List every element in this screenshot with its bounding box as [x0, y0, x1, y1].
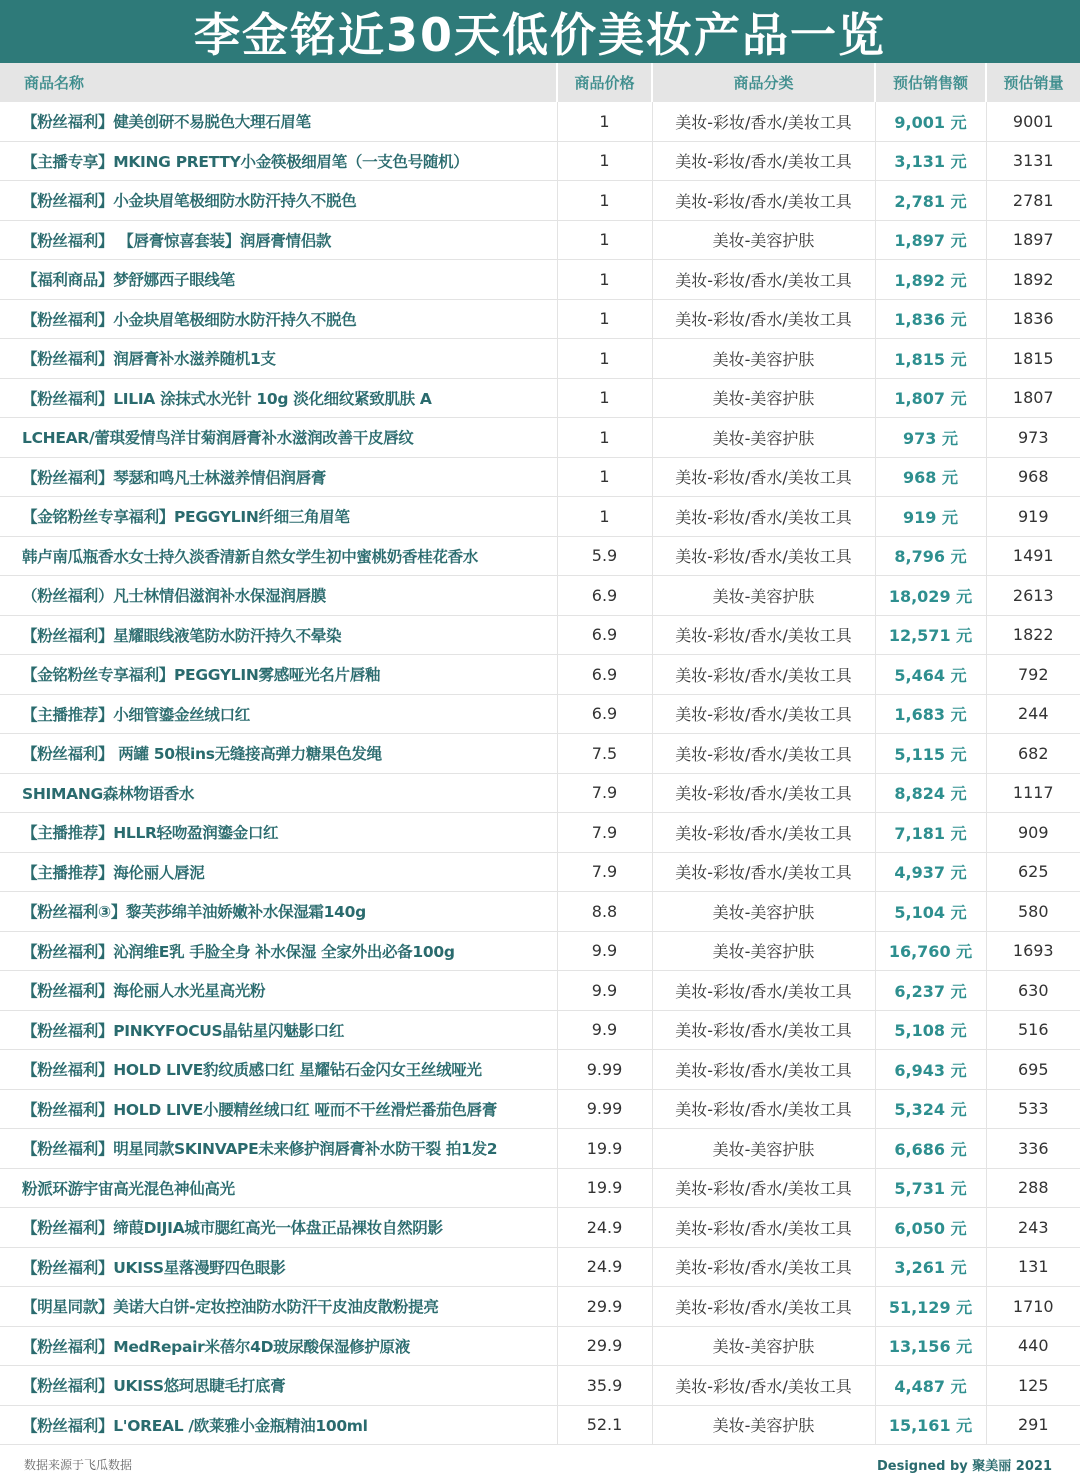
- product-category: 美妆-彩妆/香水/美妆工具: [652, 299, 875, 339]
- product-category: 美妆-彩妆/香水/美妆工具: [652, 734, 875, 774]
- product-category: 美妆-美容护肤: [652, 1129, 875, 1169]
- product-category: 美妆-彩妆/香水/美妆工具: [652, 1208, 875, 1248]
- estimated-volume: 973: [986, 418, 1080, 458]
- product-category: 美妆-彩妆/香水/美妆工具: [652, 655, 875, 695]
- product-category: 美妆-美容护肤: [652, 418, 875, 458]
- table-row: [0, 1010, 1080, 1050]
- header-sales: 预估销售额: [875, 63, 986, 102]
- header-price: 商品价格: [557, 63, 652, 102]
- estimated-volume: 630: [986, 971, 1080, 1011]
- product-price: 52.1: [557, 1405, 652, 1445]
- product-price: 1: [557, 378, 652, 418]
- estimated-sales: 973 元: [875, 418, 986, 458]
- product-price: 7.9: [557, 813, 652, 853]
- estimated-sales: 4,937 元: [875, 852, 986, 892]
- estimated-sales: 3,131 元: [875, 141, 986, 181]
- product-price: 9.99: [557, 1089, 652, 1129]
- product-category: 美妆-彩妆/香水/美妆工具: [652, 1247, 875, 1287]
- estimated-volume: 336: [986, 1129, 1080, 1169]
- estimated-volume: 1491: [986, 536, 1080, 576]
- product-price: 1: [557, 141, 652, 181]
- title-bar: [0, 0, 1080, 63]
- product-name: 【粉丝福利③】黎芙莎绵羊油娇嫩补水保湿霜140g: [0, 892, 557, 932]
- estimated-volume: 2613: [986, 576, 1080, 616]
- table-row: [0, 378, 1080, 418]
- product-category: 美妆-美容护肤: [652, 1405, 875, 1445]
- product-name: 【粉丝福利】LILIA 涂抹式水光针 10g 淡化细纹紧致肌肤 A: [0, 378, 557, 418]
- estimated-volume: 919: [986, 497, 1080, 537]
- estimated-sales: 1,807 元: [875, 378, 986, 418]
- product-name: 【粉丝福利】小金块眉笔极细防水防汗持久不脱色: [0, 299, 557, 339]
- product-price: 24.9: [557, 1247, 652, 1287]
- estimated-volume: 792: [986, 655, 1080, 695]
- estimated-sales: 919 元: [875, 497, 986, 537]
- header-volume: 预估销量: [986, 63, 1080, 102]
- product-price: 7.5: [557, 734, 652, 774]
- estimated-volume: 695: [986, 1050, 1080, 1090]
- product-name: （粉丝福利）凡士林情侣滋润补水保湿润唇膜: [0, 576, 557, 616]
- table-row: [0, 773, 1080, 813]
- product-price: 6.9: [557, 576, 652, 616]
- estimated-sales: 18,029 元: [875, 576, 986, 616]
- estimated-volume: 625: [986, 852, 1080, 892]
- estimated-sales: 1,836 元: [875, 299, 986, 339]
- product-category: 美妆-彩妆/香水/美妆工具: [652, 1366, 875, 1406]
- estimated-volume: 125: [986, 1366, 1080, 1406]
- estimated-sales: 4,487 元: [875, 1366, 986, 1406]
- table-row: [0, 615, 1080, 655]
- product-name: 【粉丝福利】润唇膏补水滋养随机1支: [0, 339, 557, 379]
- product-price: 7.9: [557, 773, 652, 813]
- page-title: 李金铭近30天低价美妆产品一览: [193, 7, 886, 62]
- estimated-sales: 6,943 元: [875, 1050, 986, 1090]
- product-price: 1: [557, 339, 652, 379]
- product-price: 1: [557, 102, 652, 141]
- table-row: [0, 734, 1080, 774]
- table-row: [0, 536, 1080, 576]
- product-name: 【粉丝福利】星耀眼线液笔防水防汗持久不晕染: [0, 615, 557, 655]
- product-price: 6.9: [557, 655, 652, 695]
- product-category: 美妆-彩妆/香水/美妆工具: [652, 181, 875, 221]
- table-row: [0, 813, 1080, 853]
- product-name: 【金铭粉丝专享福利】PEGGYLIN纤细三角眉笔: [0, 497, 557, 537]
- product-category: 美妆-美容护肤: [652, 220, 875, 260]
- product-name: 【明星同款】美诺大白饼-定妆控油防水防汗干皮油皮散粉提亮: [0, 1287, 557, 1327]
- estimated-sales: 12,571 元: [875, 615, 986, 655]
- product-price: 5.9: [557, 536, 652, 576]
- product-category: 美妆-彩妆/香水/美妆工具: [652, 813, 875, 853]
- header-category: 商品分类: [652, 63, 875, 102]
- estimated-volume: 288: [986, 1168, 1080, 1208]
- estimated-sales: 1,683 元: [875, 694, 986, 734]
- product-name: 【粉丝福利】UKISS悠珂思睫毛打底膏: [0, 1366, 557, 1406]
- estimated-volume: 244: [986, 694, 1080, 734]
- table-row: [0, 220, 1080, 260]
- estimated-sales: 6,686 元: [875, 1129, 986, 1169]
- product-category: 美妆-美容护肤: [652, 892, 875, 932]
- table-row: [0, 1247, 1080, 1287]
- product-category: 美妆-彩妆/香水/美妆工具: [652, 773, 875, 813]
- product-name: 【粉丝福利】HOLD LIVE豹纹质感口红 星耀钻石金闪女王丝绒哑光: [0, 1050, 557, 1090]
- table-row: [0, 1168, 1080, 1208]
- estimated-volume: 682: [986, 734, 1080, 774]
- product-category: 美妆-彩妆/香水/美妆工具: [652, 141, 875, 181]
- estimated-volume: 243: [986, 1208, 1080, 1248]
- product-name: 【粉丝福利】UKISS星落漫野四色眼影: [0, 1247, 557, 1287]
- product-category: 美妆-彩妆/香水/美妆工具: [652, 615, 875, 655]
- estimated-volume: 1815: [986, 339, 1080, 379]
- product-price: 29.9: [557, 1326, 652, 1366]
- product-category: 美妆-彩妆/香水/美妆工具: [652, 1089, 875, 1129]
- product-category: 美妆-彩妆/香水/美妆工具: [652, 852, 875, 892]
- product-price: 1: [557, 418, 652, 458]
- estimated-volume: 2781: [986, 181, 1080, 221]
- estimated-sales: 3,261 元: [875, 1247, 986, 1287]
- table-row: [0, 655, 1080, 695]
- estimated-sales: 5,464 元: [875, 655, 986, 695]
- estimated-sales: 8,796 元: [875, 536, 986, 576]
- table-row: [0, 1326, 1080, 1366]
- estimated-volume: 1836: [986, 299, 1080, 339]
- data-source-note: 数据来源于飞瓜数据: [24, 1458, 133, 1472]
- design-credit: Designed by 聚美丽 2021: [876, 1459, 1052, 1474]
- product-price: 9.9: [557, 1010, 652, 1050]
- estimated-volume: 1117: [986, 773, 1080, 813]
- estimated-volume: 968: [986, 457, 1080, 497]
- estimated-volume: 440: [986, 1326, 1080, 1366]
- product-price: 8.8: [557, 892, 652, 932]
- product-name: 【粉丝福利】健美创研不易脱色大理石眉笔: [0, 102, 557, 141]
- product-category: 美妆-彩妆/香水/美妆工具: [652, 971, 875, 1011]
- header-name: 商品名称: [0, 63, 557, 102]
- product-name: 【粉丝福利】小金块眉笔极细防水防汗持久不脱色: [0, 181, 557, 221]
- estimated-volume: 533: [986, 1089, 1080, 1129]
- table-row: [0, 497, 1080, 537]
- product-category: 美妆-彩妆/香水/美妆工具: [652, 694, 875, 734]
- product-name: 【粉丝福利】 两罐 50根ins无缝接高弹力糖果色发绳: [0, 734, 557, 774]
- estimated-sales: 1,897 元: [875, 220, 986, 260]
- product-price: 9.99: [557, 1050, 652, 1090]
- estimated-sales: 5,115 元: [875, 734, 986, 774]
- product-price: 1: [557, 260, 652, 300]
- estimated-sales: 51,129 元: [875, 1287, 986, 1327]
- product-category: 美妆-美容护肤: [652, 576, 875, 616]
- product-name: 【粉丝福利】明星同款SKINVAPE未来修护润唇膏补水防干裂 拍1发2: [0, 1129, 557, 1169]
- estimated-volume: 580: [986, 892, 1080, 932]
- product-category: 美妆-彩妆/香水/美妆工具: [652, 1050, 875, 1090]
- product-name: 【粉丝福利】缔葭DIJIA城市腮红高光一体盘正品裸妆自然阴影: [0, 1208, 557, 1248]
- table-row: [0, 931, 1080, 971]
- estimated-sales: 5,104 元: [875, 892, 986, 932]
- estimated-sales: 1,815 元: [875, 339, 986, 379]
- table-row: [0, 141, 1080, 181]
- table-row: [0, 418, 1080, 458]
- product-price: 6.9: [557, 694, 652, 734]
- estimated-sales: 968 元: [875, 457, 986, 497]
- table-row: [0, 1405, 1080, 1445]
- table-row: [0, 457, 1080, 497]
- product-price: 19.9: [557, 1129, 652, 1169]
- estimated-volume: 516: [986, 1010, 1080, 1050]
- estimated-sales: 6,237 元: [875, 971, 986, 1011]
- estimated-volume: 1897: [986, 220, 1080, 260]
- product-price: 6.9: [557, 615, 652, 655]
- estimated-sales: 8,824 元: [875, 773, 986, 813]
- product-name: 【粉丝福利】琴瑟和鸣凡士林滋养情侣润唇膏: [0, 457, 557, 497]
- product-name: 【主播推荐】小细管鎏金丝绒口红: [0, 694, 557, 734]
- estimated-sales: 5,731 元: [875, 1168, 986, 1208]
- product-name: 【福利商品】梦舒娜西子眼线笔: [0, 260, 557, 300]
- product-price: 1: [557, 457, 652, 497]
- product-price: 1: [557, 497, 652, 537]
- table-row: [0, 1089, 1080, 1129]
- product-name: 【粉丝福利】 【唇膏惊喜套装】润唇膏情侣款: [0, 220, 557, 260]
- table-row: [0, 1129, 1080, 1169]
- estimated-sales: 9,001 元: [875, 102, 986, 141]
- estimated-volume: 291: [986, 1405, 1080, 1445]
- product-category: 美妆-美容护肤: [652, 931, 875, 971]
- estimated-sales: 7,181 元: [875, 813, 986, 853]
- estimated-sales: 1,892 元: [875, 260, 986, 300]
- product-name: LCHEAR/蕾琪爱情鸟洋甘菊润唇膏补水滋润改善干皮唇纹: [0, 418, 557, 458]
- table-row: [0, 181, 1080, 221]
- product-category: 美妆-彩妆/香水/美妆工具: [652, 536, 875, 576]
- table-row: [0, 102, 1080, 141]
- table-row: [0, 299, 1080, 339]
- table-row: [0, 260, 1080, 300]
- estimated-volume: 1710: [986, 1287, 1080, 1327]
- estimated-sales: 13,156 元: [875, 1326, 986, 1366]
- table-header-row: [0, 63, 1080, 102]
- estimated-sales: 15,161 元: [875, 1405, 986, 1445]
- product-category: 美妆-美容护肤: [652, 339, 875, 379]
- table-row: [0, 1287, 1080, 1327]
- product-price: 9.9: [557, 971, 652, 1011]
- table-row: [0, 852, 1080, 892]
- product-name: 【粉丝福利】海伦丽人水光星高光粉: [0, 971, 557, 1011]
- product-table: [0, 63, 1080, 1445]
- product-name: 【主播推荐】海伦丽人唇泥: [0, 852, 557, 892]
- product-price: 19.9: [557, 1168, 652, 1208]
- product-name: 粉派环游宇宙高光混色神仙高光: [0, 1168, 557, 1208]
- product-category: 美妆-彩妆/香水/美妆工具: [652, 1287, 875, 1327]
- product-name: 【粉丝福利】HOLD LIVE小腰精丝绒口红 哑而不干丝滑烂番茄色唇膏: [0, 1089, 557, 1129]
- product-price: 9.9: [557, 931, 652, 971]
- table-row: [0, 1050, 1080, 1090]
- product-category: 美妆-彩妆/香水/美妆工具: [652, 457, 875, 497]
- product-price: 29.9: [557, 1287, 652, 1327]
- estimated-sales: 5,108 元: [875, 1010, 986, 1050]
- estimated-sales: 2,781 元: [875, 181, 986, 221]
- footer: [0, 1453, 1080, 1477]
- product-category: 美妆-彩妆/香水/美妆工具: [652, 102, 875, 141]
- product-name: 【粉丝福利】MedRepair米蓓尔4D玻尿酸保湿修护原液: [0, 1326, 557, 1366]
- product-name: 【主播专享】MKING PRETTY小金筷极细眉笔（一支色号随机）: [0, 141, 557, 181]
- product-category: 美妆-彩妆/香水/美妆工具: [652, 1010, 875, 1050]
- product-name: 【主播推荐】HLLR轻吻盈润鎏金口红: [0, 813, 557, 853]
- estimated-volume: 131: [986, 1247, 1080, 1287]
- estimated-sales: 16,760 元: [875, 931, 986, 971]
- estimated-volume: 9001: [986, 102, 1080, 141]
- product-price: 1: [557, 181, 652, 221]
- table-row: [0, 694, 1080, 734]
- estimated-sales: 6,050 元: [875, 1208, 986, 1248]
- product-price: 24.9: [557, 1208, 652, 1248]
- table-row: [0, 892, 1080, 932]
- product-category: 美妆-彩妆/香水/美妆工具: [652, 260, 875, 300]
- product-category: 美妆-彩妆/香水/美妆工具: [652, 497, 875, 537]
- table-row: [0, 576, 1080, 616]
- estimated-volume: 3131: [986, 141, 1080, 181]
- estimated-volume: 1822: [986, 615, 1080, 655]
- product-name: 韩卢南瓜瓶香水女士持久淡香清新自然女学生初中蜜桃奶香桂花香水: [0, 536, 557, 576]
- estimated-volume: 1807: [986, 378, 1080, 418]
- estimated-volume: 1892: [986, 260, 1080, 300]
- product-name: 【金铭粉丝专享福利】PEGGYLIN雾感哑光名片唇釉: [0, 655, 557, 695]
- table-row: [0, 971, 1080, 1011]
- product-name: SHIMANG森林物语香水: [0, 773, 557, 813]
- estimated-sales: 5,324 元: [875, 1089, 986, 1129]
- product-name: 【粉丝福利】L'OREAL /欧莱雅小金瓶精油100ml: [0, 1405, 557, 1445]
- product-name: 【粉丝福利】沁润维E乳 手脸全身 补水保湿 全家外出必备100g: [0, 931, 557, 971]
- product-price: 7.9: [557, 852, 652, 892]
- product-price: 1: [557, 220, 652, 260]
- product-category: 美妆-彩妆/香水/美妆工具: [652, 1168, 875, 1208]
- product-category: 美妆-美容护肤: [652, 1326, 875, 1366]
- table-row: [0, 339, 1080, 379]
- table-row: [0, 1208, 1080, 1248]
- product-name: 【粉丝福利】PINKYFOCUS晶钻星闪魅影口红: [0, 1010, 557, 1050]
- estimated-volume: 909: [986, 813, 1080, 853]
- estimated-volume: 1693: [986, 931, 1080, 971]
- table-row: [0, 1366, 1080, 1406]
- product-price: 35.9: [557, 1366, 652, 1406]
- product-price: 1: [557, 299, 652, 339]
- product-category: 美妆-美容护肤: [652, 378, 875, 418]
